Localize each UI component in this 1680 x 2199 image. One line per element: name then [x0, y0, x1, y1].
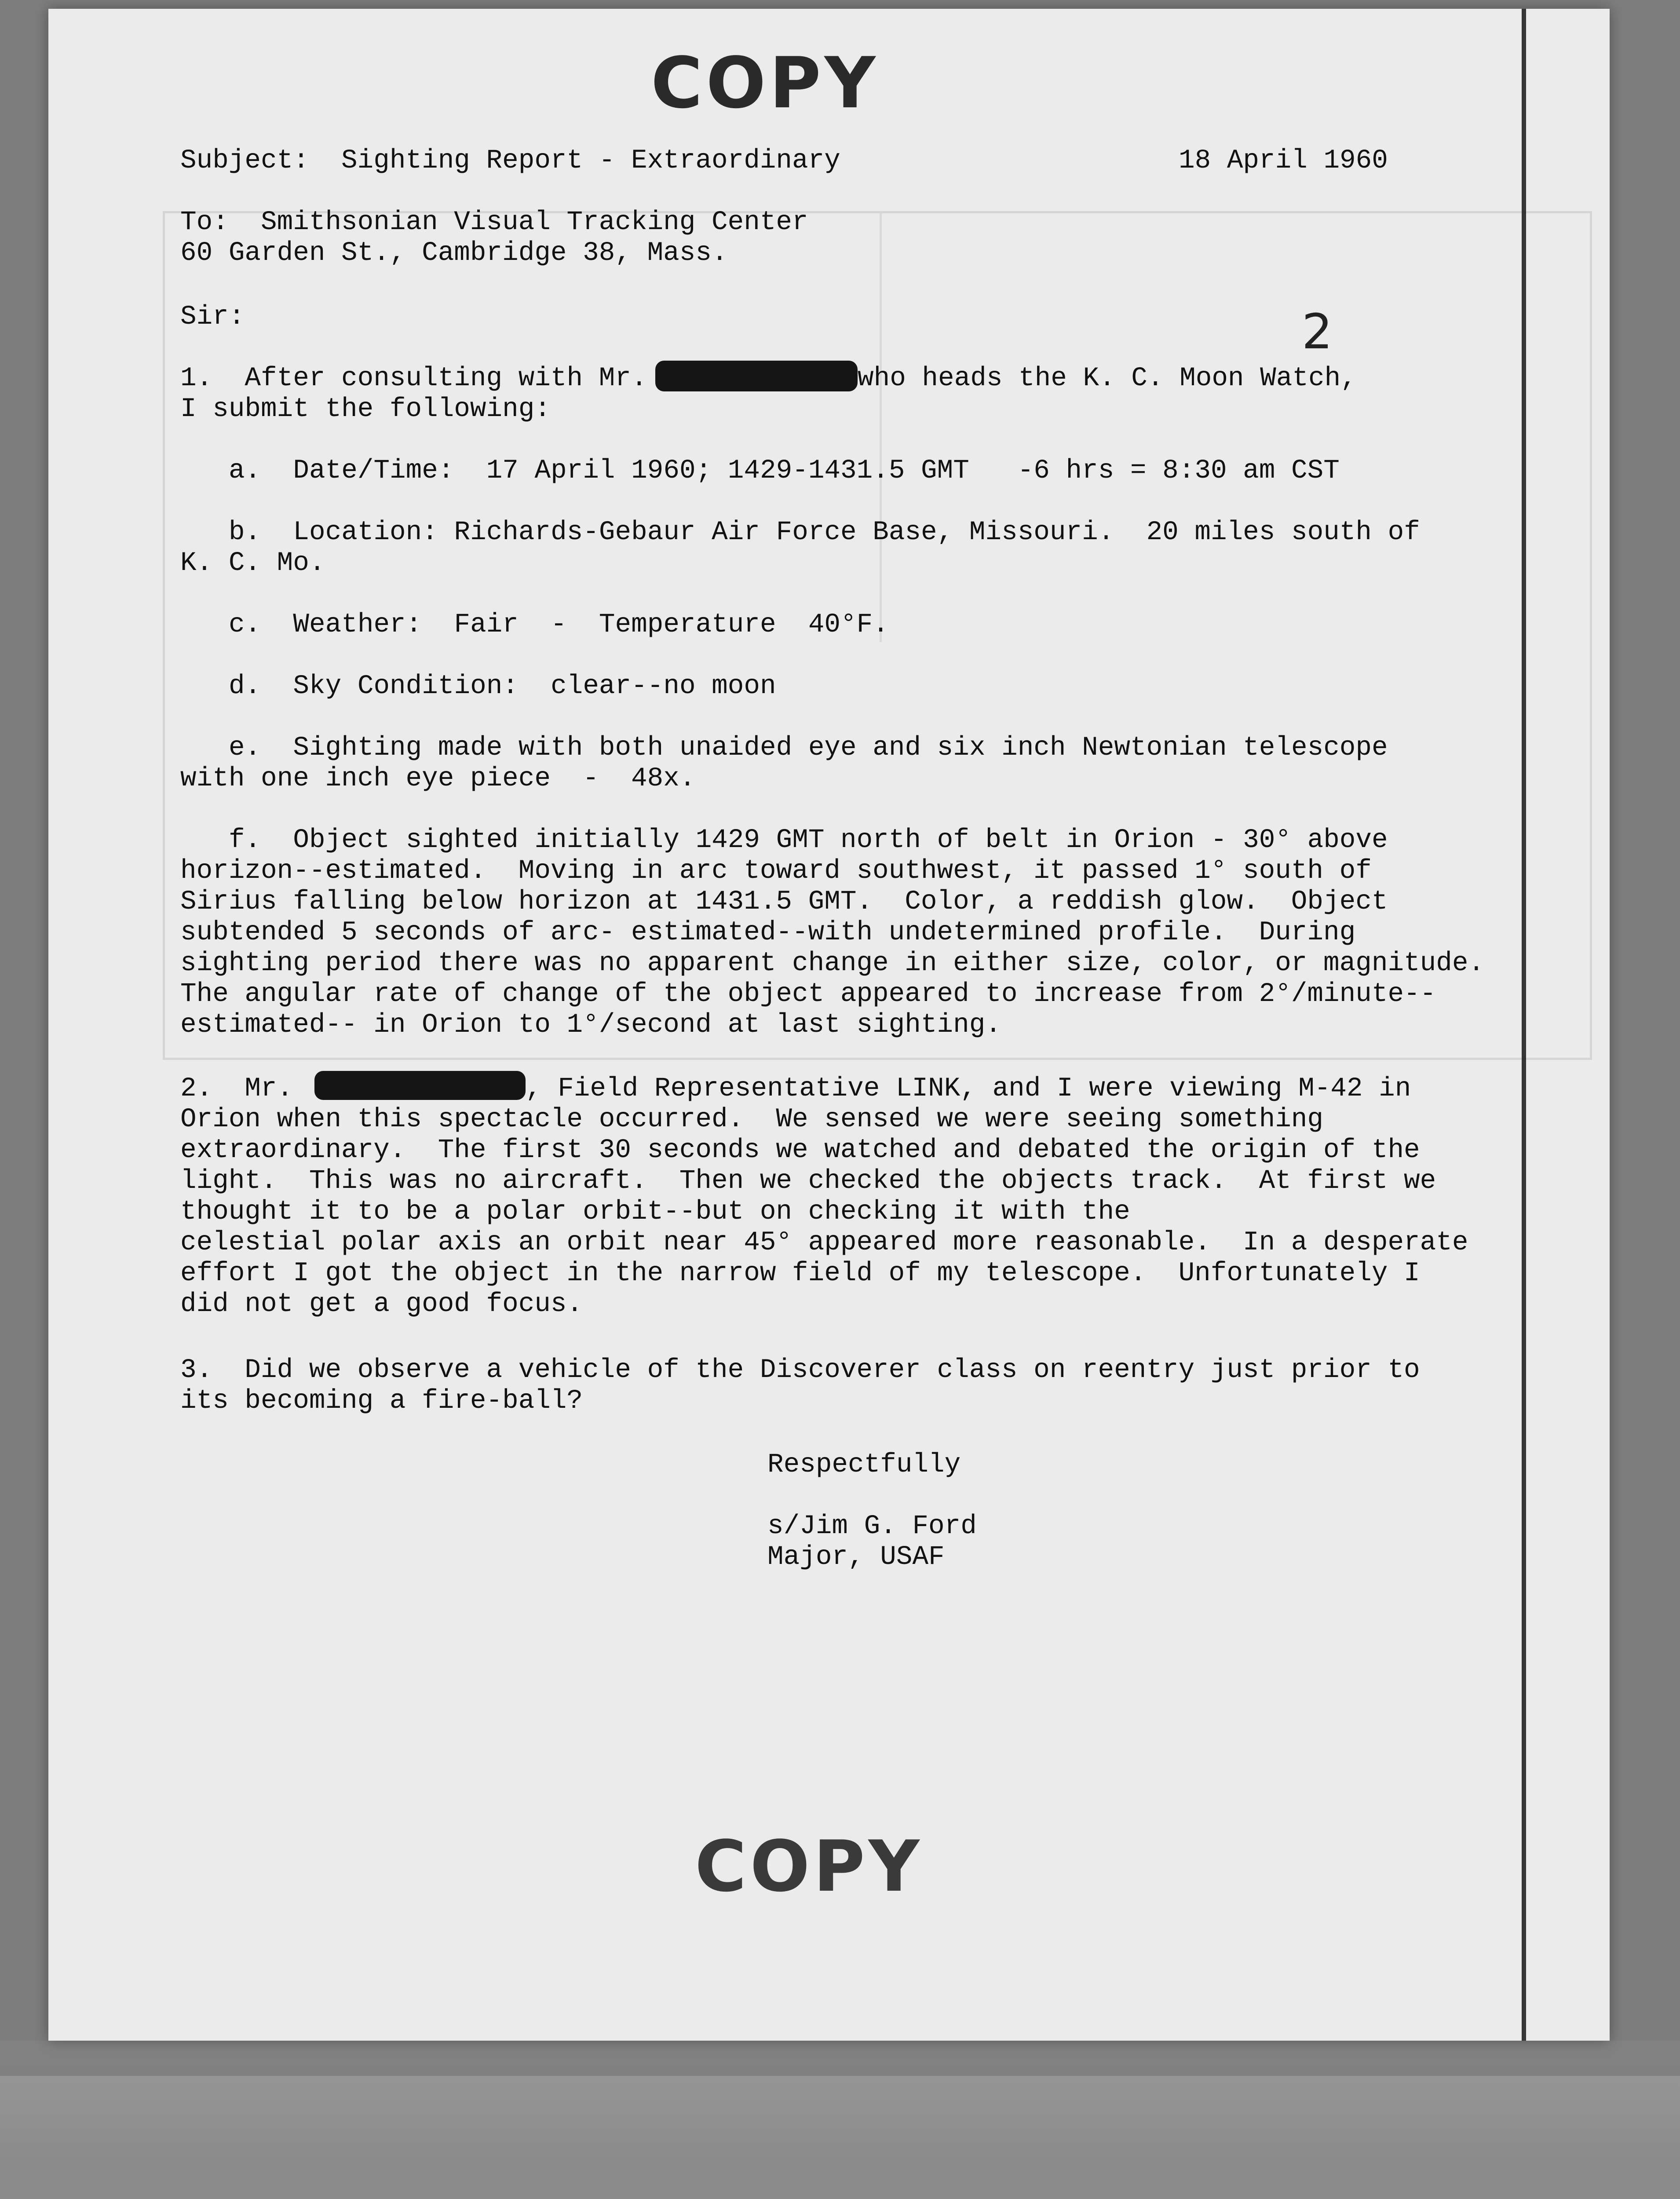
para2-line: Orion when this spectacle occurred. We sensed we were seeing something: [180, 1104, 1324, 1135]
item-f-line: sighting period there was no apparent change in either size, color, or magnitude.: [180, 948, 1485, 979]
para2-line: celestial polar axis an orbit near 45° appeared more reasonable. In a desperate: [180, 1227, 1468, 1258]
para1-line2: I submit the following:: [180, 394, 551, 424]
signer-rank: Major, USAF: [767, 1542, 945, 1572]
page-shadow: [0, 2041, 1680, 2076]
item-b-line1: b. Location: Richards-Gebaur Air Force Base, Missouri. 20 miles south of: [229, 517, 1420, 548]
para1-line1-end: who heads the K. C. Moon Watch,: [858, 363, 1357, 394]
item-f-line: subtended 5 seconds of arc- estimated--with undetermined profile. During: [180, 917, 1356, 948]
item-a: a. Date/Time: 17 April 1960; 1429-1431.5 GMT -6 hrs = 8:30 am CST: [229, 456, 1340, 486]
item-f-line: estimated-- in Orion to 1°/second at last sighting.: [180, 1010, 1001, 1040]
item-f-line: f. Object sighted initially 1429 GMT north of belt in Orion - 30° above: [229, 825, 1388, 855]
para2-line1-start: 2. Mr.: [180, 1074, 293, 1104]
item-d: d. Sky Condition: clear--no moon: [229, 671, 776, 701]
para3-line: 3. Did we observe a vehicle of the Discoverer class on reentry just prior to: [180, 1355, 1420, 1385]
item-e-line1: e. Sighting made with both unaided eye and six inch Newtonian telescope: [229, 733, 1388, 763]
para2-line: light. This was no aircraft. Then we checked the objects track. At first we: [180, 1166, 1436, 1196]
item-e-line2: with one inch eye piece - 48x.: [180, 763, 696, 794]
bleed-through-form-column: [880, 211, 1590, 642]
redaction-bar: [655, 361, 858, 391]
item-f-line: Sirius falling below horizon at 1431.5 GMT. Color, a reddish glow. Object: [180, 887, 1388, 917]
address-street: 60 Garden St., Cambridge 38, Mass.: [180, 238, 728, 268]
copy-stamp-top: COPY: [651, 42, 879, 124]
handwritten-page-mark: 2: [1302, 303, 1333, 360]
para2-line: did not get a good focus.: [180, 1289, 583, 1319]
page-right-edge: [1522, 9, 1526, 2041]
salutation: Sir:: [180, 302, 245, 332]
letter-date: 18 April 1960: [1179, 146, 1388, 176]
item-c: c. Weather: Fair - Temperature 40°F.: [229, 610, 889, 640]
para1-line1-start: 1. After consulting with Mr.: [180, 363, 647, 394]
address-to: To: Smithsonian Visual Tracking Center: [180, 207, 808, 237]
para2-line: extraordinary. The first 30 seconds we watched and debated the origin of the: [180, 1135, 1420, 1165]
para2-line1-end: , Field Representative LINK, and I were viewing M-42 in: [526, 1074, 1411, 1104]
para2-line: effort I got the object in the narrow field of my telescope. Unfortunately I: [180, 1258, 1420, 1289]
redaction-bar: [314, 1071, 526, 1100]
subject-line: Subject: Sighting Report - Extraordinary: [180, 146, 840, 176]
item-b-line2: K. C. Mo.: [180, 548, 325, 578]
para3-line: its becoming a fire-ball?: [180, 1386, 583, 1416]
item-f-line: horizon--estimated. Moving in arc toward southwest, it passed 1° south of: [180, 856, 1372, 886]
complimentary-close: Respectfully: [767, 1450, 961, 1480]
signature-line: s/Jim G. Ford: [767, 1511, 977, 1541]
copy-stamp-bottom: COPY: [695, 1825, 923, 1907]
para2-line: thought it to be a polar orbit--but on checking it with the: [180, 1197, 1130, 1227]
item-f-line: The angular rate of change of the object appeared to increase from 2°/minute--: [180, 979, 1436, 1009]
